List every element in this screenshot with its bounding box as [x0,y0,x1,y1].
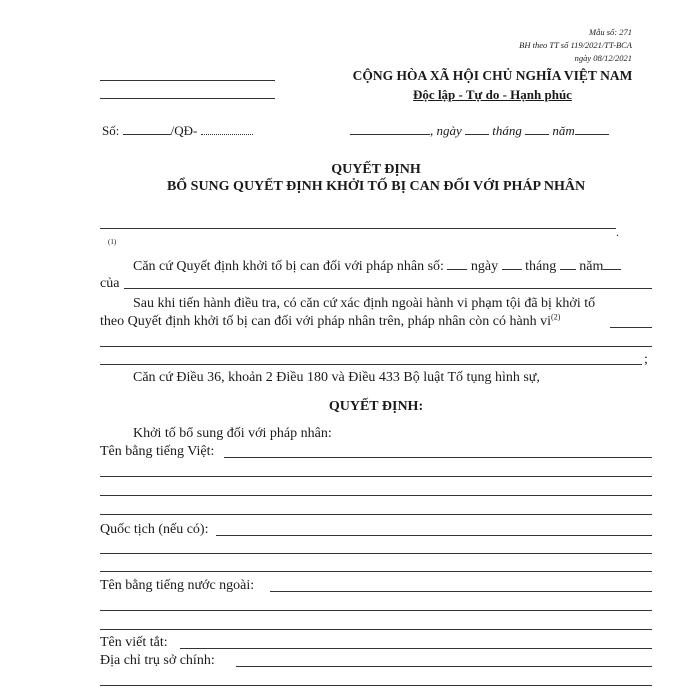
so-blank[interactable] [123,123,171,135]
month-blank[interactable] [525,123,549,135]
issuance-date: ngày 08/12/2021 [574,53,632,63]
nationality-blank-2[interactable] [100,553,652,554]
country-name: CỘNG HÒA XÃ HỘI CHỦ NGHĨA VIỆT NAM [352,68,633,83]
nationality-blank-3[interactable] [100,571,652,572]
vietnamese-name-blank-2[interactable] [100,476,652,477]
foreign-name-blank-2[interactable] [100,610,652,611]
so-label: Số: [102,123,120,138]
field-label-foreign-name: Tên bằng tiếng nước ngoài: [100,578,255,593]
year-blank[interactable] [575,123,609,135]
vietnamese-name-blank-3[interactable] [100,495,652,496]
p1-month-blank[interactable] [560,258,576,270]
place-blank[interactable] [350,123,430,135]
paragraph-1: Căn cứ Quyết định khởi tố bị can đối với pháp nhân số: ngày tháng năm [133,258,621,275]
day-blank[interactable] [465,123,489,135]
document-number-line [102,123,253,139]
thang-label: tháng [492,123,522,138]
form-number: Mẫu số: 271 [589,27,632,37]
act-blank-3[interactable] [100,364,642,365]
issuer-line-end: . [616,225,619,239]
issuance-basis: BH theo TT số 119/2021/TT-BCA [519,40,632,50]
field-label-head-office: Địa chỉ trụ sở chính: [100,653,215,668]
qd-blank[interactable] [201,123,253,135]
abbreviation-blank[interactable] [180,648,652,649]
cua-blank[interactable] [124,288,652,289]
paragraph-2-line-2: theo Quyết định khởi tố bị can đối với pháp nhân trên, pháp nhân còn có hành $vi^{(2)}$ [100,312,561,329]
paragraph-2-line-1: Sau khi tiến hành điều tra, có căn cứ xác định ngoài hành vi phạm tội đã bị khởi tố [133,296,596,311]
field-label-vietnamese-name: Tên bằng tiếng Việt: [100,444,215,459]
qd-label: /QĐ- [170,123,198,138]
footnote-1-marker: (1) [108,238,117,246]
agency-line-2[interactable] [100,98,275,99]
issuer-line[interactable] [100,228,616,229]
act-end-semicolon: ; [644,352,648,367]
footnote-2-marker: (2) [551,312,561,322]
field-label-nationality: Quốc tịch (nếu có): [100,522,209,537]
act-blank-1[interactable] [610,327,652,328]
head-office-blank-2[interactable] [100,685,652,686]
nationality-blank-1[interactable] [216,535,652,536]
p1-year-blank[interactable] [603,258,621,270]
p1-day-blank[interactable] [502,258,522,270]
vietnamese-name-blank-4[interactable] [100,514,652,515]
national-motto: Độc lập - Tự do - Hạnh phúc [413,87,572,102]
decision-heading: QUYẾT ĐỊNH: [328,399,424,414]
foreign-name-blank-1[interactable] [270,591,652,592]
title-line-2: BỔ SUNG QUYẾT ĐỊNH KHỞI TỐ BỊ CAN ĐỐI VỚI PHÁP NHÂN [166,179,586,194]
act-blank-2[interactable] [100,346,652,347]
title-line-1: QUYẾT ĐỊNH [331,162,421,177]
ngay-label: , ngày [430,123,462,138]
decision-number-blank[interactable] [447,258,467,270]
foreign-name-blank-3[interactable] [100,629,652,630]
field-label-abbreviation: Tên viết tắt: [100,635,168,650]
paragraph-1-cua: của [100,276,120,291]
agency-line-1[interactable] [100,80,275,81]
paragraph-4: Khởi tố bổ sung đối với pháp nhân: [133,426,332,441]
place-date-line [350,123,609,139]
nam-label: năm [552,123,575,138]
paragraph-3: Căn cứ Điều 36, khoản 2 Điều 180 và Điều 433 Bộ luật Tố tụng hình sự, [133,370,540,385]
head-office-blank-1[interactable] [236,666,652,667]
vietnamese-name-blank-1[interactable] [224,457,652,458]
